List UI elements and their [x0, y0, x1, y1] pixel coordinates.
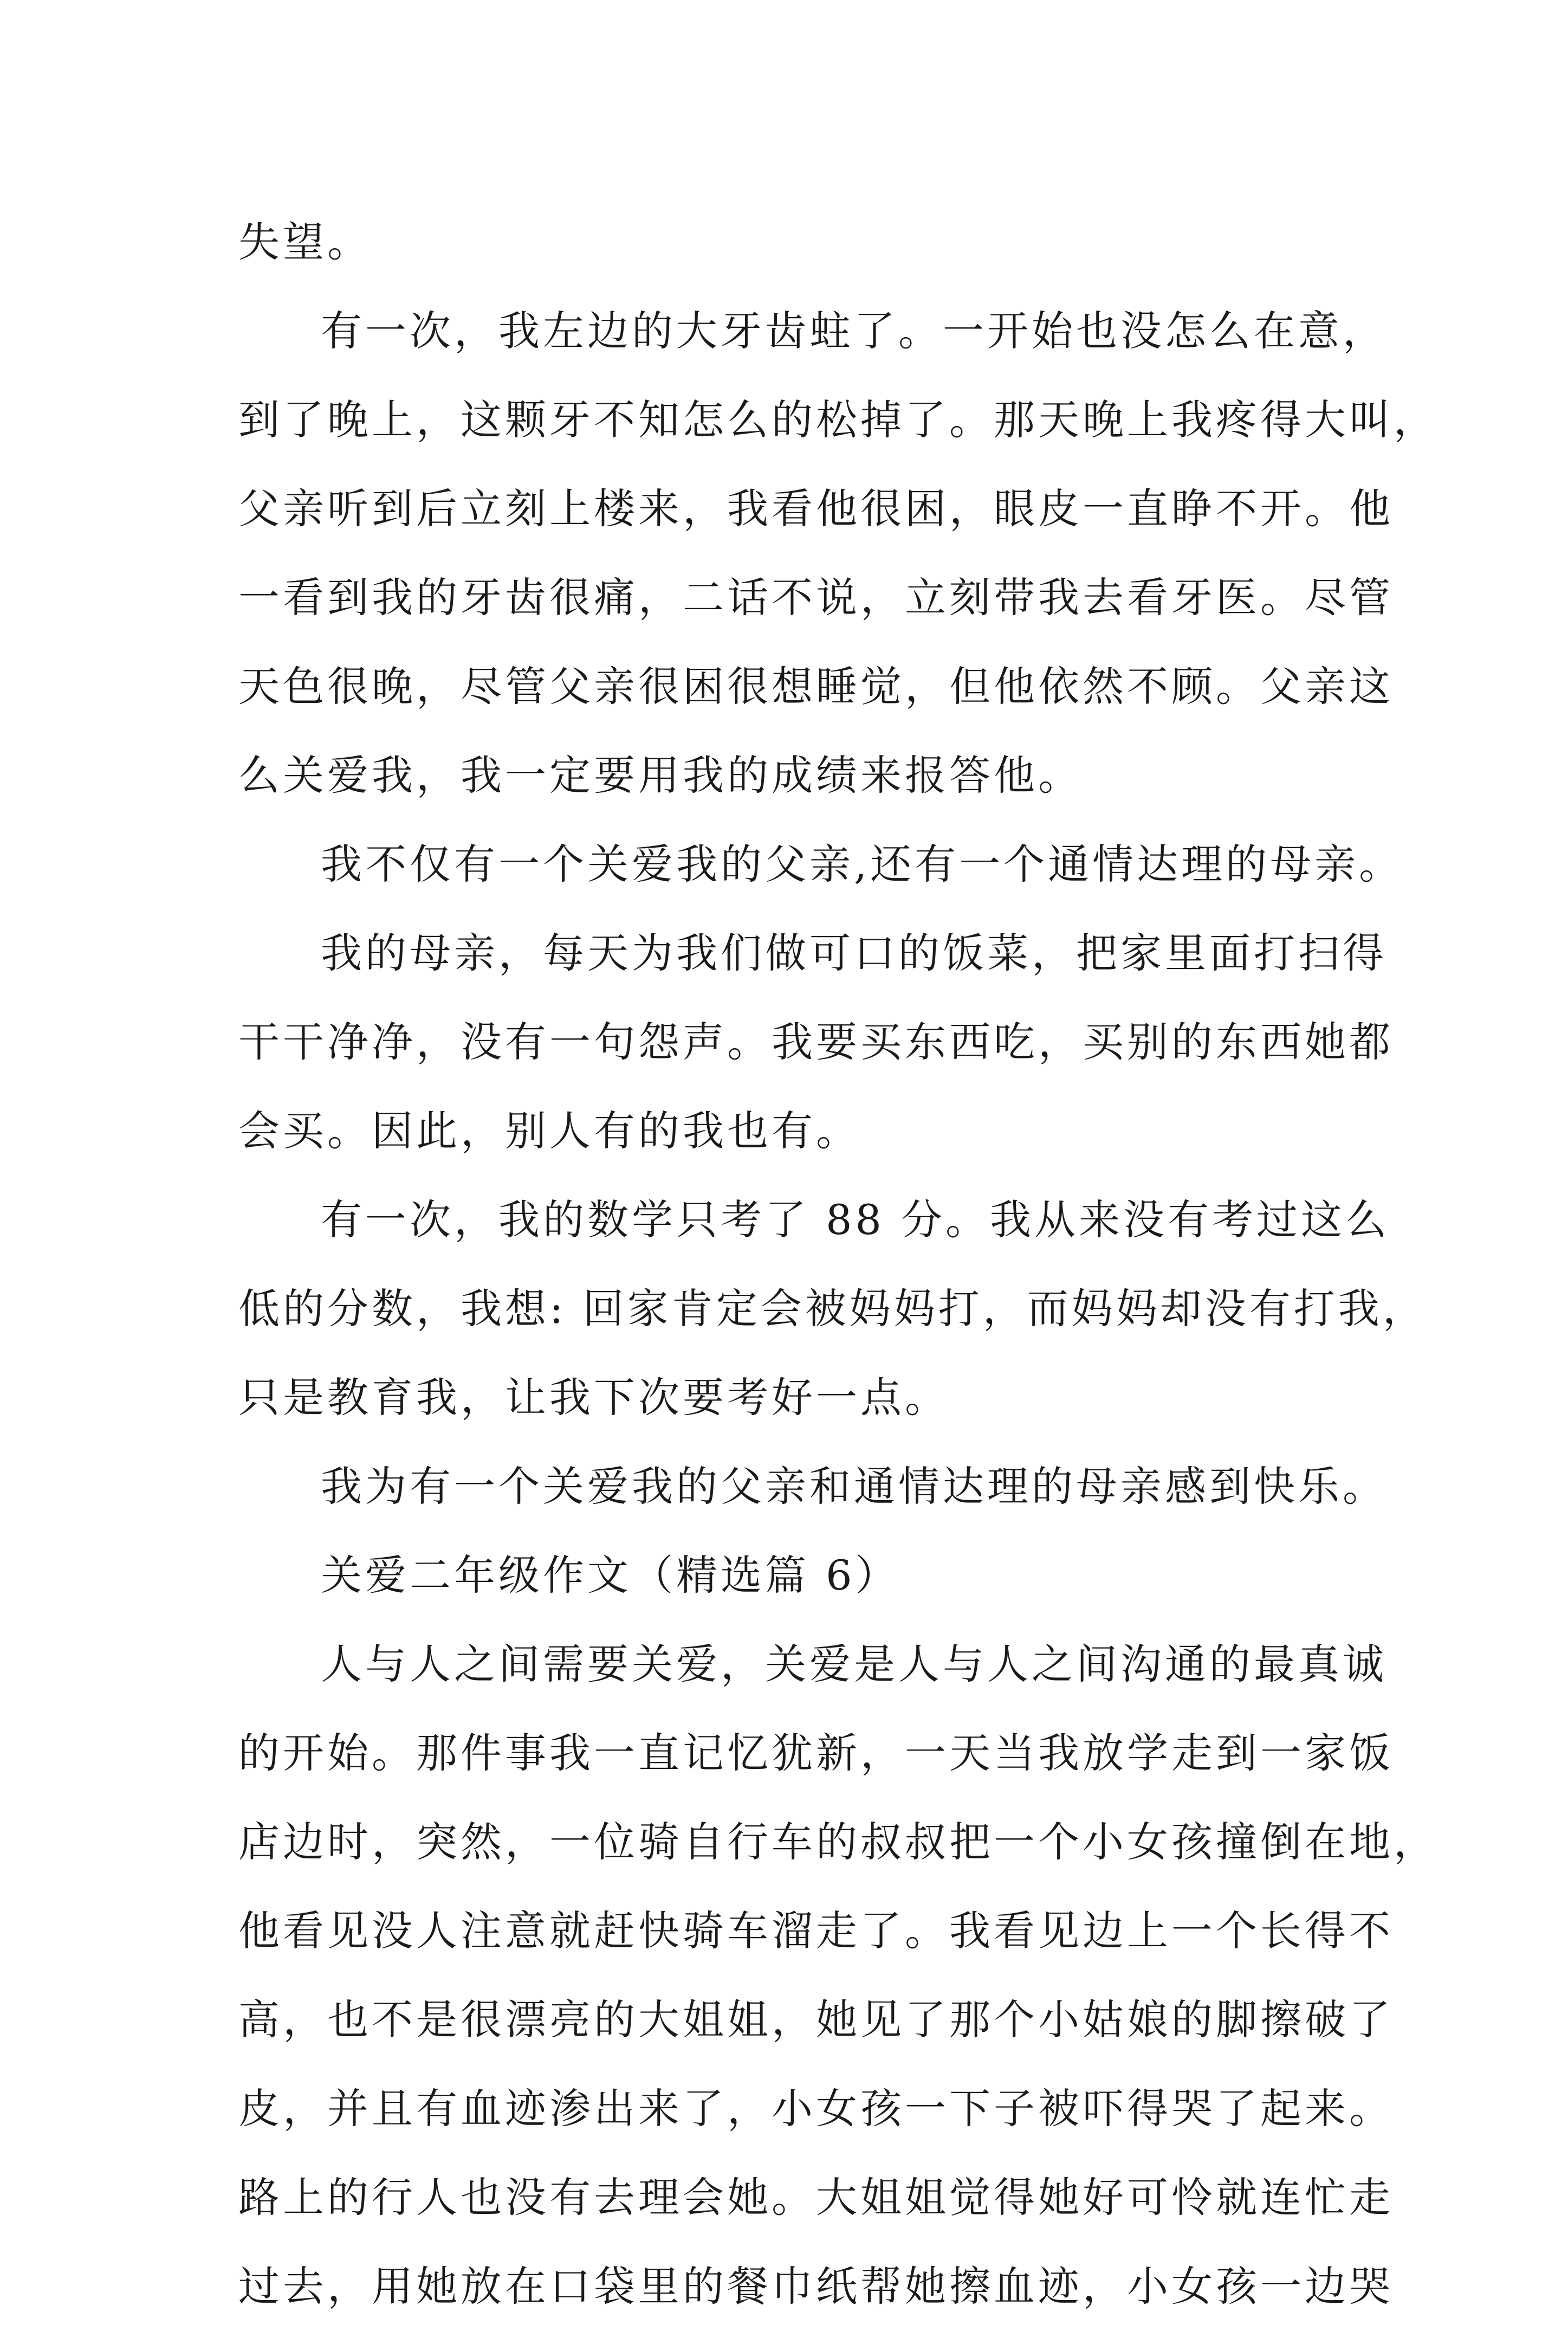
text-line: 干干净净，没有一句怨声。我要买东西吃，买别的东西她都 [238, 1018, 1394, 1066]
text-line: 的开始。那件事我一直记忆犹新，一天当我放学走到一家饭 [238, 1729, 1394, 1777]
text-line: 低的分数，我想: 回家肯定会被妈妈打，而妈妈却没有打我， [238, 1284, 1427, 1333]
text-line: 父亲听到后立刻上楼来，我看他很困，眼皮一直睁不开。他 [238, 485, 1394, 533]
text-line: 我的母亲，每天为我们做可口的饭菜，把家里面打扫得 [321, 929, 1387, 977]
text-line: 只是教育我，让我下次要考好一点。 [238, 1373, 949, 1422]
text-line: 会买。因此，别人有的我也有。 [238, 1107, 860, 1155]
text-line: 一看到我的牙齿很痛，二话不说，立刻带我去看牙医。尽管 [238, 573, 1394, 622]
document-body [238, 198, 1438, 2331]
text-line: 路上的行人也没有去理会她。大姐姐觉得她好可怜就连忙走 [238, 2173, 1394, 2222]
section-heading: 关爱二年级作文（精选篇 6） [321, 1551, 900, 1599]
text-line: 我不仅有一个关爱我的父亲,还有一个通情达理的母亲。 [321, 840, 1404, 888]
text-line: 有一次，我的数学只考了 88 分。我从来没有考过这么 [321, 1196, 1390, 1244]
text-line: 高，也不是很漂亮的大姐姐，她见了那个小姑娘的脚擦破了 [238, 1996, 1394, 2044]
text-line: 人与人之间需要关爱，关爱是人与人之间沟通的最真诚 [321, 1640, 1387, 1688]
text-line: 天色很晚，尽管父亲很困很想睡觉，但他依然不顾。父亲这 [238, 662, 1394, 711]
text-line: 我为有一个关爱我的父亲和通情达理的母亲感到快乐。 [321, 1462, 1387, 1510]
text-line: 到了晚上，这颗牙不知怎么的松掉了。那天晚上我疼得大叫， [238, 396, 1438, 444]
text-line: 过去，用她放在口袋里的餐巾纸帮她擦血迹，小女孩一边哭 [238, 2262, 1394, 2310]
text-line: 么关爱我，我一定要用我的成绩来报答他。 [238, 751, 1083, 799]
text-line: 皮，并且有血迹渗出来了，小女孩一下子被吓得哭了起来。 [238, 2084, 1394, 2133]
text-line: 有一次，我左边的大牙齿蛀了。一开始也没怎么在意， [321, 307, 1387, 355]
text-line: 他看见没人注意就赶快骑车溜走了。我看见边上一个长得不 [238, 1907, 1394, 1955]
text-line: 店边时，突然，一位骑自行车的叔叔把一个小女孩撞倒在地， [238, 1818, 1438, 1866]
text-line: 失望。 [238, 218, 372, 266]
